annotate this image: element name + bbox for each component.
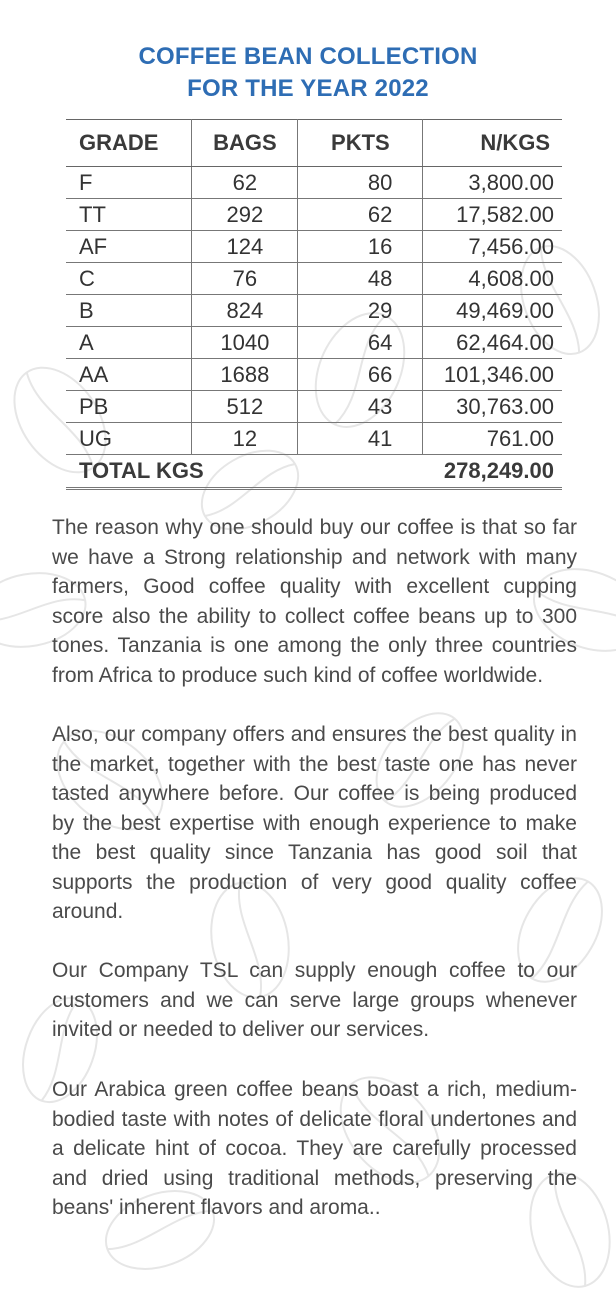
- cell-pkts: 43: [298, 391, 423, 423]
- cell-pkts: 41: [298, 423, 423, 455]
- header-grade: GRADE: [66, 120, 192, 167]
- cell-kgs: 62,464.00: [423, 327, 562, 359]
- table-row: [66, 391, 562, 423]
- paragraph-why-buy: The reason why one should buy our coffee is that so far we have a Strong relationship and network with many farmers, Good coffee quality with excellent cupping score also the ability to collect coffee beans up to 300 tones. Tanzania is one among the only three countries from Africa to produce such kind of coffee worldwide.: [52, 516, 577, 687]
- cell-pkts: 48: [298, 263, 423, 295]
- table-row: [66, 295, 562, 327]
- cell-pkts: 29: [298, 295, 423, 327]
- cell-kgs: 761.00: [423, 423, 562, 455]
- table-row: [66, 199, 562, 231]
- cell-pkts: 16: [298, 231, 423, 263]
- page-title-line-2: FOR THE YEAR 2022: [187, 75, 429, 102]
- total-label: TOTAL KGS: [66, 455, 423, 489]
- cell-grade: UG: [66, 423, 192, 455]
- table-row: [66, 167, 562, 199]
- table-row: [66, 327, 562, 359]
- header-kgs: N/KGS: [423, 120, 562, 167]
- table-row: [66, 263, 562, 295]
- cell-bags: 62: [192, 167, 298, 199]
- cell-grade: AA: [66, 359, 192, 391]
- header-pkts: PKTS: [298, 120, 423, 167]
- page-title-line-1: COFFEE BEAN COLLECTION: [138, 43, 478, 70]
- paragraph-supply: Our Company TSL can supply enough coffee to our customers and we can serve large groups whenever invited or needed to deliver our services.: [52, 959, 577, 1041]
- table-row: [66, 423, 562, 455]
- cell-bags: 1688: [192, 359, 298, 391]
- cell-bags: 124: [192, 231, 298, 263]
- cell-bags: 1040: [192, 327, 298, 359]
- total-value: 278,249.00: [423, 455, 562, 489]
- cell-grade: TT: [66, 199, 192, 231]
- cell-bags: 292: [192, 199, 298, 231]
- table-total-row: [66, 455, 562, 489]
- paragraph-arabica: Our Arabica green coffee beans boast a rich, medium-bodied taste with notes of delicate floral undertones and a delicate hint of cocoa. They are carefully processed and dried using traditional methods, preserving the beans' inherent flavors and aroma..: [52, 1078, 577, 1219]
- cell-kgs: 4,608.00: [423, 263, 562, 295]
- cell-grade: PB: [66, 391, 192, 423]
- cell-bags: 76: [192, 263, 298, 295]
- cell-bags: 824: [192, 295, 298, 327]
- cell-bags: 512: [192, 391, 298, 423]
- cell-pkts: 62: [298, 199, 423, 231]
- cell-grade: B: [66, 295, 192, 327]
- cell-grade: A: [66, 327, 192, 359]
- header-bags: BAGS: [192, 120, 298, 167]
- cell-kgs: 3,800.00: [423, 167, 562, 199]
- table-header-row: [66, 120, 562, 167]
- table-row: [66, 359, 562, 391]
- paragraph-quality: Also, our company offers and ensures the best quality in the market, together with the best taste one has never tasted anywhere before. Our coffee is being produced by the best expertise with enough experience to make the best quality since Tanzania has good soil that supports the production of very good quality coffee around.: [52, 723, 577, 923]
- cell-kgs: 17,582.00: [423, 199, 562, 231]
- cell-grade: F: [66, 167, 192, 199]
- cell-pkts: 66: [298, 359, 423, 391]
- cell-grade: AF: [66, 231, 192, 263]
- cell-bags: 12: [192, 423, 298, 455]
- cell-kgs: 7,456.00: [423, 231, 562, 263]
- cell-pkts: 80: [298, 167, 423, 199]
- cell-kgs: 30,763.00: [423, 391, 562, 423]
- cell-kgs: 101,346.00: [423, 359, 562, 391]
- collection-table: [66, 119, 562, 490]
- cell-kgs: 49,469.00: [423, 295, 562, 327]
- table-row: [66, 231, 562, 263]
- cell-grade: C: [66, 263, 192, 295]
- cell-pkts: 64: [298, 327, 423, 359]
